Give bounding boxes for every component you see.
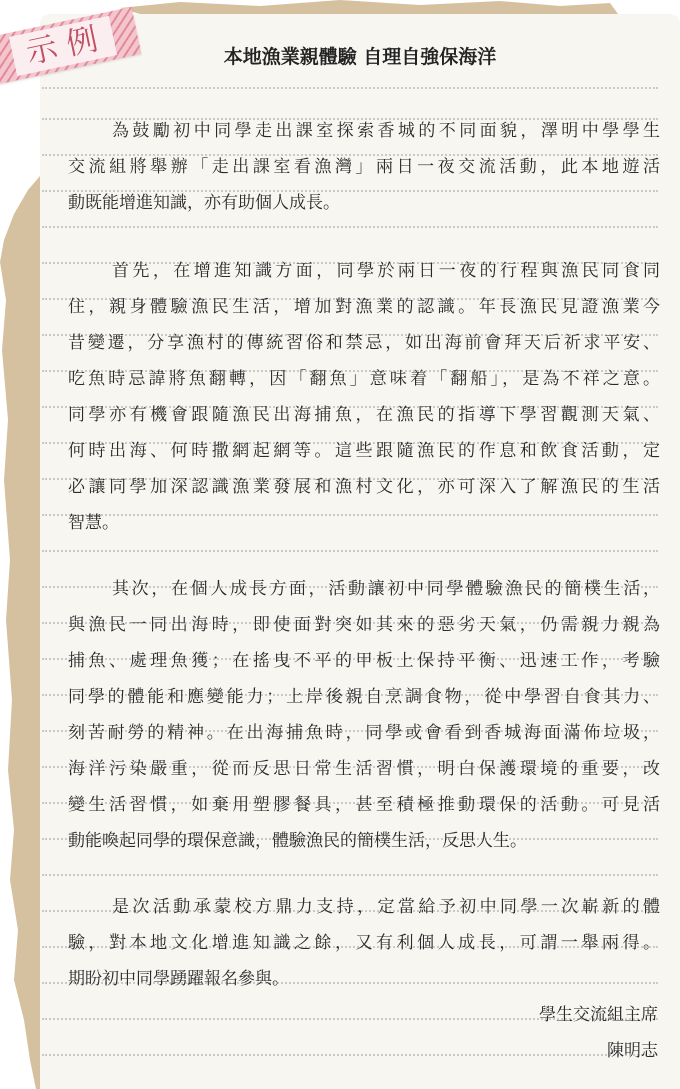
paragraph-2-line-3: 昔變遷，分享漁村的傳統習俗和禁忌，如出海前會拜天后祈求平安、 bbox=[68, 333, 660, 353]
ruled-line bbox=[42, 1054, 658, 1056]
ruled-line bbox=[42, 550, 658, 552]
paragraph-3-line-7: 變生活習慣，如棄用塑膠餐具，甚至積極推動環保的活動。可見活 bbox=[68, 795, 660, 815]
paragraph-3-line-1: 其次，在個人成長方面，活動讓初中同學體驗漁民的簡樸生活， bbox=[112, 579, 660, 599]
paragraph-2-line-7: 必讓同學加深認識漁業發展和漁村文化，亦可深入了解漁民的生活 bbox=[68, 477, 660, 497]
paragraph-2-line-2: 住，親身體驗漁民生活，增加對漁業的認識。年長漁民見證漁業今 bbox=[68, 297, 660, 317]
paragraph-4-line-1: 是次活動承蒙校方鼎力支持，定當給予初中同學一次嶄新的體 bbox=[112, 897, 660, 917]
paragraph-1-line-2: 交流組將舉辦「走出課室看漁灣」兩日一夜交流活動，此本地遊活 bbox=[68, 157, 660, 177]
paragraph-2-line-6: 何時出海、何時撒網起網等。這些跟隨漁民的作息和飲食活動，定 bbox=[68, 441, 660, 461]
paragraph-2-line-1: 首先，在增進知識方面，同學於兩日一夜的行程與漁民同食同 bbox=[112, 261, 660, 281]
paragraph-3-line-6: 海洋污染嚴重，從而反思日常生活習慣，明白保護環境的重要，改 bbox=[68, 759, 660, 779]
paragraph-3-line-3: 捕魚、處理魚獲；在搖曳不平的甲板上保持平衡、迅速工作，考驗 bbox=[68, 651, 660, 671]
paragraph-2-line-8: 智慧。 bbox=[68, 513, 119, 533]
ruled-line bbox=[42, 87, 658, 89]
page-title: 本地漁業親體驗 自理自強保海洋 bbox=[223, 46, 497, 68]
paragraph-3-line-8: 動能喚起同學的環保意識，體驗漁民的簡樸生活，反思人生。 bbox=[68, 831, 527, 851]
paragraph-2-line-5: 同學亦有機會跟隨漁民出海捕魚，在漁民的指導下學習觀測天氣、 bbox=[68, 405, 660, 425]
tag-label: 示例 bbox=[9, 16, 117, 76]
signature-position: 學生交流組主席 bbox=[539, 1005, 658, 1025]
paragraph-4-line-3: 期盼初中同學踴躍報名參與。 bbox=[68, 969, 289, 989]
ruled-line bbox=[42, 874, 658, 876]
paragraph-3-line-2: 與漁民一同出海時，即使面對突如其來的惡劣天氣，仍需親力親為 bbox=[68, 615, 660, 635]
paragraph-4-line-2: 驗，對本地文化增進知識之餘，又有利個人成長，可謂一舉兩得。 bbox=[68, 933, 660, 953]
paragraph-1-line-3: 動既能增進知識，亦有助個人成長。 bbox=[68, 193, 340, 213]
ruled-line bbox=[42, 226, 658, 228]
signature-name: 陳明志 bbox=[607, 1041, 658, 1061]
paragraph-2-line-4: 吃魚時忌諱將魚翻轉，因「翻魚」意味着「翻船」，是為不祥之意。 bbox=[68, 369, 660, 389]
paragraph-3-line-4: 同學的體能和應變能力；上岸後親自烹調食物，從中學習自食其力、 bbox=[68, 687, 660, 707]
paragraph-3-line-5: 刻苦耐勞的精神。在出海捕魚時，同學或會看到香城海面滿佈垃圾， bbox=[68, 723, 660, 743]
paragraph-1-line-1: 為鼓勵初中同學走出課室探索香城的不同面貌，澤明中學學生 bbox=[112, 121, 660, 141]
